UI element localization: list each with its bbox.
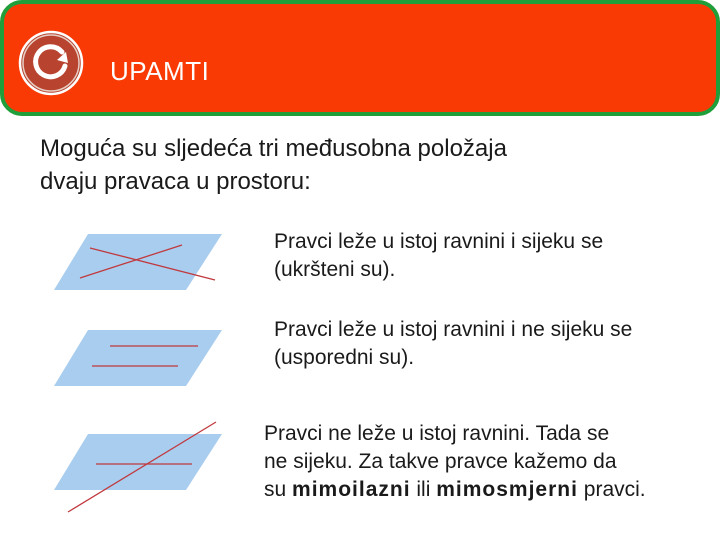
plane-shape: [54, 434, 222, 490]
case-3-connector: ili: [410, 478, 437, 501]
intro-line-2: dvaju pravaca u prostoru:: [40, 168, 311, 195]
term-mimoilazni: mimoilazni: [292, 478, 411, 501]
case-1-description: [274, 228, 714, 284]
case-2-description: [274, 316, 714, 372]
case-3-suffix: pravci.: [577, 478, 646, 501]
case-1-line-2: (ukršteni su).: [274, 258, 396, 281]
case-3-line-1: Pravci ne leže u istoj ravnini. Tada se: [264, 422, 610, 445]
plane-shape: [54, 234, 222, 290]
case-3-line-2: ne sijeku. Za takve pravce kažemo da: [264, 450, 617, 473]
refresh-icon: [18, 30, 84, 96]
case-3-line-3: [264, 476, 714, 504]
intro-text: [40, 132, 680, 198]
page-title: UPAMTI: [110, 56, 210, 86]
case-2-line-2: (usporedni su).: [274, 346, 415, 369]
case-3-prefix: su: [264, 478, 293, 501]
case-1-line-1: Pravci leže u istoj ravnini i sijeku se: [274, 230, 604, 253]
plane-shape: [54, 330, 222, 386]
figure-parallel-lines: [50, 326, 230, 390]
figure-skew-lines: [50, 420, 230, 516]
term-mimosmjerni: mimosmjerni: [436, 478, 578, 501]
intro-line-1: Moguća su sljedeća tri međusobna položaja: [40, 135, 507, 162]
case-2-line-1: Pravci leže u istoj ravnini i ne sijeku se: [274, 318, 633, 341]
header-banner: [0, 0, 720, 116]
case-3-description: [264, 420, 714, 504]
figure-intersecting-lines: [50, 228, 230, 294]
